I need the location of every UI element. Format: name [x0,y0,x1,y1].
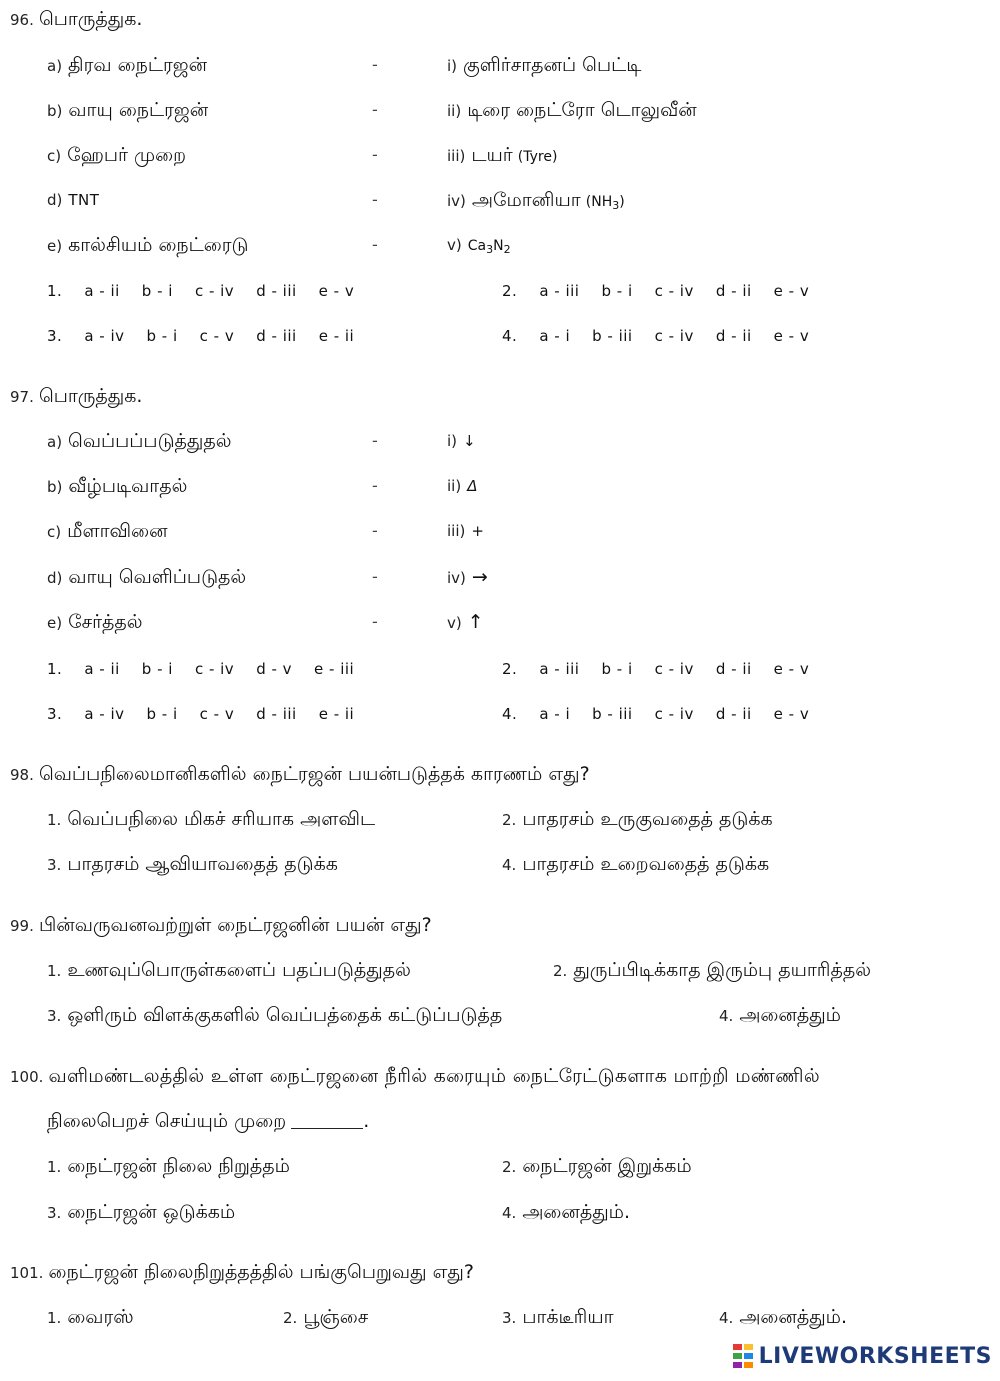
q97-opt4-d: d - ii [715,705,752,723]
q96-option-3-num: 3. [47,327,63,345]
q97-left-b: வீழ்படிவாதல் [68,475,188,497]
q97-right-label-v: v) [447,614,462,632]
q96-heading [10,4,142,34]
q101-option-1-text: வைரஸ் [67,1306,134,1328]
q96-right-label-iv: iv) [447,192,466,210]
liveworksheets-logo [733,1343,992,1369]
q98-option-4-num: 4. [502,856,517,874]
q96-opt2-d: d - ii [715,282,752,300]
q97-number: 97. [10,388,34,406]
down-arrow-symbol: ↓ [463,432,477,450]
q101-option-4[interactable] [719,1302,847,1332]
q97-left-label-d: d) [47,569,63,587]
q97-left-label-a: a) [47,433,63,451]
q98-heading [10,759,590,789]
q98-option-3-num: 3. [47,856,62,874]
q97-opt1-e: e - iii [314,660,355,678]
q96-option-1[interactable] [47,276,376,306]
q97-option-4[interactable] [502,699,831,729]
q97-dash-b: - [372,476,378,495]
q97-title: பொருத்துக. [38,385,143,407]
q97-opt3-c: c - v [199,705,235,723]
q99-heading [10,910,432,940]
q100-option-4-text: அனைத்தும். [522,1201,631,1223]
q98-option-3-text: பாதரசம் ஆவியாவதைத் தடுக்க [67,853,338,875]
q96-right-iv: அமோனியா [471,189,581,211]
q99-option-2-num: 2. [553,962,568,980]
q96-opt1-d: d - iii [256,282,297,300]
q97-left-d: வாயு வெளிப்படுதல் [68,566,247,588]
q97-right-label-i: i) [447,432,458,450]
q101-option-2[interactable] [283,1302,368,1332]
q99-option-4-num: 4. [719,1007,734,1025]
q96-right-v-sub2: 2 [503,243,511,256]
q96-opt4-c: c - iv [654,327,694,345]
right-arrow-symbol: → [471,566,488,588]
q99-option-2[interactable] [553,955,871,985]
q96-left-a: திரவ நைட்ரஜன் [68,54,208,76]
q97-option-3-num: 3. [47,705,63,723]
q100-option-1[interactable] [47,1151,290,1181]
q100-option-4[interactable] [502,1197,630,1227]
q97-opt1-a: a - ii [84,660,120,678]
q97-left-a: வெப்பப்படுத்துதல் [68,430,232,452]
q96-opt3-e: e - ii [318,327,355,345]
q101-option-1-num: 1. [47,1309,62,1327]
q100-option-2-num: 2. [502,1158,517,1176]
q98-option-2-num: 2. [502,811,517,829]
q96-left-label-e: e) [47,237,63,255]
q98-option-2-text: பாதரசம் உருகுவதைத் தடுக்க [522,808,773,830]
q96-opt1-a: a - ii [84,282,120,300]
q101-option-3[interactable] [502,1302,614,1332]
q97-right-label-iii: iii) [447,522,466,540]
q96-option-2-num: 2. [502,282,518,300]
q99-option-3-num: 3. [47,1007,62,1025]
q97-dash-c: - [372,521,378,540]
q96-right-v-sub1: 3 [486,243,494,256]
q97-opt3-a: a - iv [84,705,125,723]
q97-left-label-b: b) [47,478,63,496]
plus-symbol: + [471,522,485,540]
q99-option-1[interactable] [47,955,411,985]
q96-opt4-d: d - ii [715,327,752,345]
q100-option-3[interactable] [47,1197,235,1227]
q97-opt2-d: d - ii [715,660,752,678]
q97-opt2-e: e - v [773,660,810,678]
q96-left-b: வாயு நைட்ரஜன் [68,99,209,121]
q99-option-1-num: 1. [47,962,62,980]
q101-option-3-num: 3. [502,1309,517,1327]
q96-right-iv-extra: (NH [585,194,613,210]
q97-opt3-b: b - i [146,705,178,723]
liveworksheets-badge-icon [733,1344,755,1368]
q97-option-2-num: 2. [502,660,518,678]
q99-option-4[interactable] [719,1000,841,1030]
q96-opt3-c: c - v [199,327,235,345]
delta-symbol: Δ [467,477,478,495]
q100-option-2-text: நைட்ரஜன் இறுக்கம் [522,1155,692,1177]
q100-number: 100. [10,1068,44,1086]
q96-dash-a: - [372,55,378,74]
q97-right-label-iv: iv) [447,569,466,587]
q97-opt2-c: c - iv [654,660,694,678]
q98-question: வெப்பநிலைமானிகளில் நைட்ரஜன் பயன்படுத்தக் காரணம் எது? [38,763,590,785]
q96-opt3-a: a - iv [84,327,125,345]
q97-option-4-num: 4. [502,705,518,723]
q96-right-iii: டயர் [471,144,513,166]
q97-option-1-num: 1. [47,660,63,678]
q97-opt4-b: b - iii [592,705,633,723]
q96-opt4-a: a - i [539,327,571,345]
q96-opt1-b: b - i [141,282,173,300]
q98-option-4[interactable] [502,849,769,879]
q96-left-d: TNT [68,191,100,209]
q99-option-3[interactable] [47,1000,502,1030]
q101-option-4-num: 4. [719,1309,734,1327]
q98-option-1-text: வெப்பநிலை மிகச் சரியாக அளவிட [67,808,376,830]
q98-number: 98. [10,766,34,784]
q98-option-2[interactable] [502,804,773,834]
q100-option-1-num: 1. [47,1158,62,1176]
q96-opt3-b: b - i [146,327,178,345]
q100-option-3-num: 3. [47,1204,62,1222]
q97-opt3-d: d - iii [256,705,297,723]
q98-option-1-num: 1. [47,811,62,829]
q96-left-e: கால்சியம் நைட்ரைடு [68,234,249,256]
q96-right-v-n: N [493,238,504,254]
q98-option-3[interactable] [47,849,338,879]
q96-opt2-b: b - i [601,282,633,300]
q97-option-3[interactable] [47,699,376,729]
q99-option-1-text: உணவுப்பொருள்களைப் பதப்படுத்துதல் [67,959,411,981]
q96-opt2-e: e - v [773,282,810,300]
q96-opt1-e: e - v [318,282,355,300]
q96-right-iv-sub: 3 [612,199,620,212]
q99-option-2-text: துருப்பிடிக்காத இரும்பு தயாரித்தல் [573,959,871,981]
q99-question: பின்வருவனவற்றுள் நைட்ரஜனின் பயன் எது? [38,914,432,936]
q100-option-1-text: நைட்ரஜன் நிலை நிறுத்தம் [67,1155,290,1177]
answer-blank[interactable] [291,1112,363,1129]
q100-question-line2: நிலைபெறச் செய்யும் முறை [47,1110,287,1132]
q98-option-4-text: பாதரசம் உறைவதைத் தடுக்க [522,853,770,875]
q100-option-2[interactable] [502,1151,692,1181]
q101-option-2-num: 2. [283,1309,298,1327]
q96-right-label-iii: iii) [447,147,466,165]
q97-left-e: சேர்த்தல் [68,611,143,633]
q96-title: பொருத்துக. [38,8,143,30]
q96-dash-c: - [372,145,378,164]
q97-option-1[interactable] [47,654,376,684]
q98-option-1[interactable] [47,804,375,834]
q101-option-4-text: அனைத்தும். [739,1306,848,1328]
liveworksheets-logo-text: LIVEWORKSHEETS [758,1343,992,1369]
q97-dash-e: - [372,612,378,631]
q100-question-line1: வளிமண்டலத்தில் உள்ள நைட்ரஜனை நீரில் கரையும் நைட்ரேட்டுகளாக மாற்றி மண்ணில் [48,1065,820,1087]
q96-opt4-b: b - iii [592,327,633,345]
q96-right-iii-extra: (Tyre) [517,149,558,165]
q101-option-1[interactable] [47,1302,134,1332]
q100-question-line2-row [47,1106,369,1136]
q101-option-2-text: பூஞ்சை [303,1306,369,1328]
q97-opt1-b: b - i [141,660,173,678]
q96-right-i: குளிர்சாதனப் பெட்டி [463,54,642,76]
q96-left-label-c: c) [47,147,62,165]
q96-number: 96. [10,11,34,29]
q97-opt1-d: d - v [256,660,293,678]
q101-heading [10,1257,474,1287]
q99-number: 99. [10,917,34,935]
q96-dash-e: - [372,235,378,254]
q96-opt4-e: e - v [773,327,810,345]
q97-dash-d: - [372,567,378,586]
q97-left-label-e: e) [47,614,63,632]
q96-right-label-i: i) [447,57,458,75]
q99-option-3-text: ஒளிரும் விளக்குகளில் வெப்பத்தைக் கட்டுப்படுத்த [67,1004,503,1026]
q99-option-4-text: அனைத்தும் [739,1004,841,1026]
q96-left-label-d: d) [47,191,63,209]
q96-right-v-ca: Ca [467,238,487,254]
q96-dash-b: - [372,100,378,119]
q96-option-3[interactable] [47,321,376,351]
q97-heading [10,381,142,411]
q101-option-3-text: பாக்டீரியா [522,1306,614,1328]
q96-opt2-a: a - iii [539,282,580,300]
q100-heading [10,1061,990,1091]
q100-question-end: . [363,1110,370,1132]
q96-right-ii: டிரை நைட்ரோ டொலுவீன் [467,99,697,121]
q96-left-c: ஹேபர் முறை [67,144,186,166]
q96-opt3-d: d - iii [256,327,297,345]
q97-right-label-ii: ii) [447,477,462,495]
q96-dash-d: - [372,190,378,209]
q100-option-3-text: நைட்ரஜன் ஒடுக்கம் [67,1201,236,1223]
q96-opt1-c: c - iv [194,282,235,300]
q97-opt2-b: b - i [601,660,633,678]
q97-opt1-c: c - iv [194,660,235,678]
q97-opt4-e: e - v [773,705,810,723]
q101-question: நைட்ரஜன் நிலைநிறுத்தத்தில் பங்குபெறுவது எது? [48,1261,474,1283]
q96-option-2[interactable] [502,276,831,306]
q96-right-label-ii: ii) [447,102,462,120]
q100-option-4-num: 4. [502,1204,517,1222]
q97-dash-a: - [372,431,378,450]
q97-left-label-c: c) [47,523,62,541]
q96-right-iv-close: ) [619,194,625,210]
q97-opt2-a: a - iii [539,660,580,678]
q96-option-4[interactable] [502,321,831,351]
q97-opt4-c: c - iv [654,705,694,723]
q96-right-label-v: v) [447,236,462,254]
q97-opt3-e: e - ii [318,705,355,723]
q96-left-label-b: b) [47,102,63,120]
q101-number: 101. [10,1264,44,1282]
q96-option-1-num: 1. [47,282,63,300]
q96-left-label-a: a) [47,57,63,75]
q96-opt2-c: c - iv [654,282,694,300]
q97-option-2[interactable] [502,654,831,684]
up-arrow-symbol: ↑ [467,611,484,633]
q97-opt4-a: a - i [539,705,571,723]
q97-left-c: மீளாவினை [67,520,168,542]
q96-option-4-num: 4. [502,327,518,345]
